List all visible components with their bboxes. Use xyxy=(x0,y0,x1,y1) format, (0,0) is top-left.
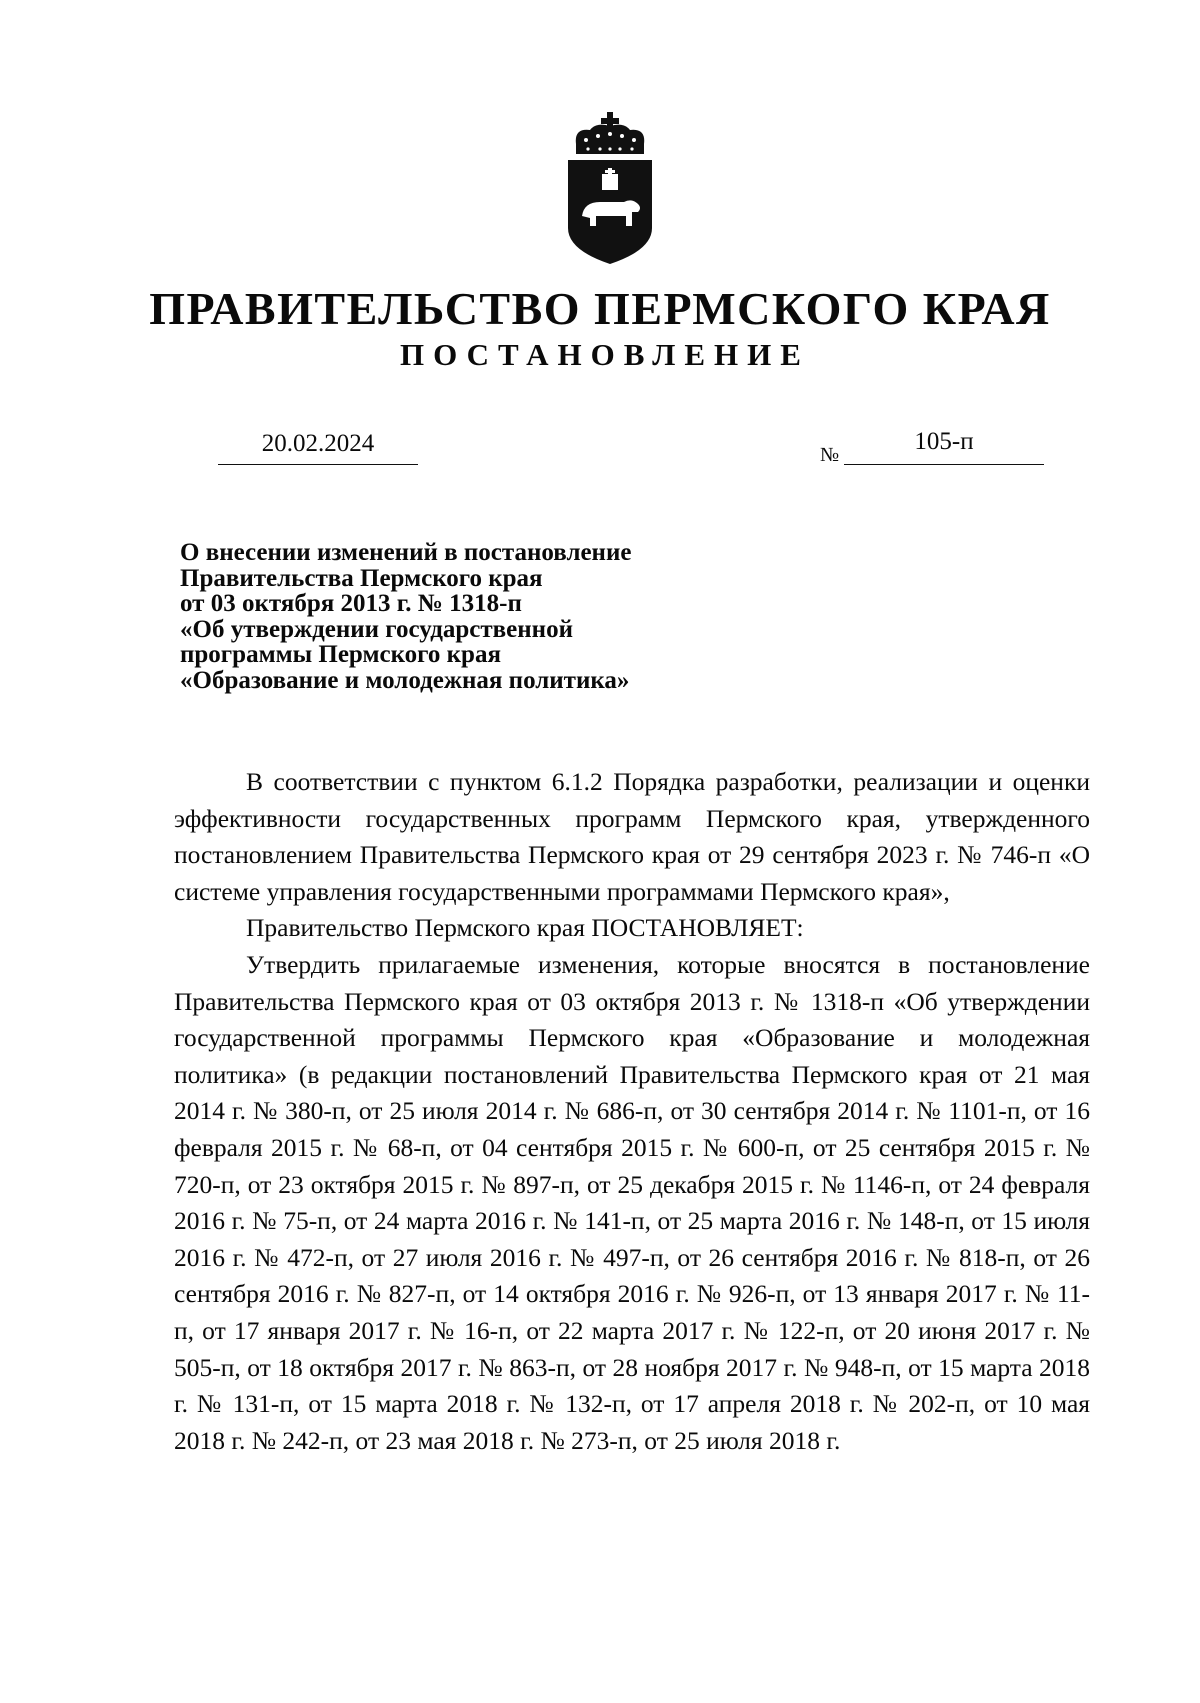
subject-line: О внесении изменений в постановление xyxy=(180,539,632,566)
document-type: ПОСТАНОВЛЕНИЕ xyxy=(400,337,810,372)
body-paragraph: В соответствии с пунктом 6.1.2 Порядка разработки, реализации и оценки эффективности государственных программ Пермского края, утвержденного постановлением Правительства Пермского края от 29 сентября 2023 г. № 746-п «О системе управления государственными программами Пермского края», xyxy=(174,767,1090,906)
document-subject xyxy=(180,540,740,693)
body-paragraph: Утвердить прилагаемые изменения, которые вносятся в постановление Правительства Пермского края от 03 октября 2013 г. № 1318-п «Об утверждении государственной программы Пермского края «Образование и молодежная политика» (в редакции постановлений Правительства Пермского края от 21 мая 2014 г. № 380-п, от 25 июля 2014 г. № 686-п, от 30 сентября 2014 г. № 1101-п, от 16 февраля 2015 г. № 68-п, от 04 сентября 2015 г. № 600-п, от 25 сентября 2015 г. № 720-п, от 23 октября 2015 г. № 897-п, от 25 декабря 2015 г. № 1146-п, от 24 февраля 2016 г. № 75-п, от 24 марта 2016 г. № 141-п, от 25 марта 2016 г. № 148-п, от 15 июля 2016 г. № 472-п, от 27 июля 2016 г. № 497-п, от 26 сентября 2016 г. № 818-п, от 26 сентября 2016 г. № 827-п, от 14 октября 2016 г. № 926-п, от 13 января 2017 г. № 11-п, от 17 января 2017 г. № 16-п, от 22 марта 2017 г. № 122-п, от 20 июня 2017 г. № 505-п, от 18 октября 2017 г. № 863-п, от 28 ноября 2017 г. № 948-п, от 15 марта 2018 г. № 131-п, от 15 марта 2018 г. № 132-п, от 17 апреля 2018 г. № 202-п, от 10 мая 2018 г. № 242-п, от 23 мая 2018 г. № 273-п, от 25 июля 2018 г. xyxy=(174,949,1090,1455)
subject-line: Правительства Пермского края xyxy=(180,564,543,592)
subject-line: программы Пермского края xyxy=(180,641,501,668)
document-body xyxy=(174,764,1090,1459)
number-label: № xyxy=(820,444,840,466)
organization-title: ПРАВИТЕЛЬСТВО ПЕРМСКОГО КРАЯ xyxy=(149,283,1051,334)
document-number: 105-п xyxy=(844,428,1044,465)
subject-line: «Об утверждении государственной xyxy=(180,615,573,643)
subject-line: от 03 октября 2013 г. № 1318-п xyxy=(180,590,522,617)
document-date: 20.02.2024 xyxy=(218,430,418,465)
body-paragraph: Правительство Пермского края ПОСТАНОВЛЯЕТ: xyxy=(246,913,804,943)
subject-line: «Образование и молодежная политика» xyxy=(180,666,630,694)
perm-krai-coat-of-arms-icon xyxy=(566,110,654,265)
